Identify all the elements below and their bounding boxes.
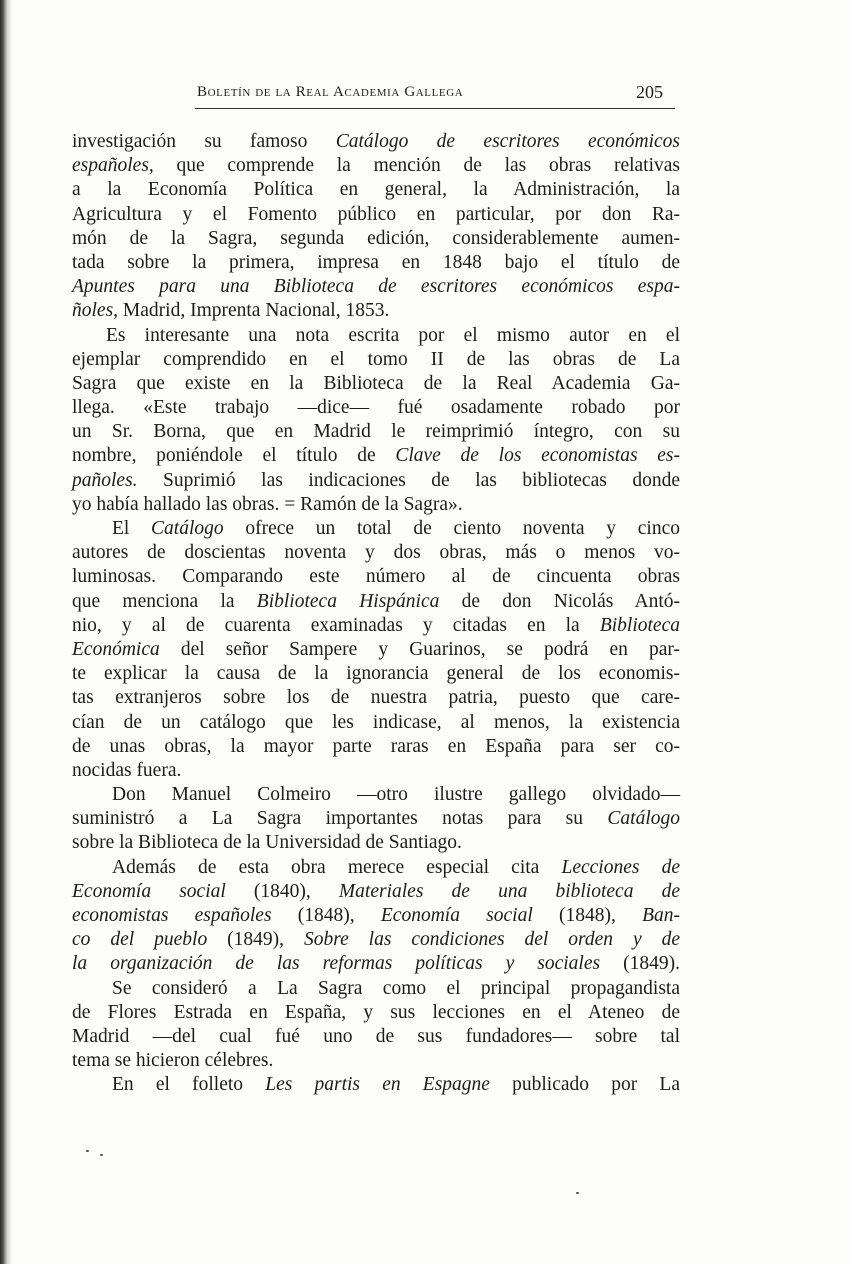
text-line <box>72 227 680 251</box>
text-span: Además de esta obra merece especial cita <box>112 856 562 878</box>
text-span: (1849). <box>600 953 680 975</box>
italic-text: Lecciones de <box>561 856 680 878</box>
text-span: Sagra que existe en la Biblioteca de la Real Academia Ga- <box>72 372 680 394</box>
text-span: ofrece un total de ciento noventa y cinco <box>223 518 680 539</box>
italic-text: Economía social <box>72 880 226 902</box>
italic-text: pañoles. <box>72 469 138 491</box>
text-line <box>72 420 680 444</box>
italic-text: Materiales de una biblioteca de <box>338 880 680 902</box>
text-span: autores de doscientas noventa y dos obras, más o menos vo- <box>72 542 680 564</box>
page-edge-shadow <box>0 0 12 1264</box>
text-span: te explicar la causa de la ignorancia general de los economis- <box>72 663 680 685</box>
text-line <box>72 759 680 783</box>
text-span: yo había hallado las obras. = Ramón de la Sagra». <box>72 493 463 515</box>
italic-text: Ban- <box>642 905 680 926</box>
text-line <box>72 251 680 275</box>
italic-text: Les partis en Espagne <box>265 1074 490 1096</box>
italic-text: Biblioteca <box>599 614 680 636</box>
text-span: de Flores Estrada en España, y sus lecciones en el Ateneo de <box>72 1001 680 1023</box>
italic-text: Economía social <box>380 905 533 926</box>
italic-text: co del pueblo <box>72 929 208 951</box>
italic-text: españoles, <box>72 155 154 177</box>
italic-text: Sobre las condiciones del orden y de <box>303 929 680 951</box>
text-span: món de la Sagra, segunda edición, considerablemente aumen- <box>72 227 680 249</box>
text-span: de don Nicolás Antó- <box>439 590 681 612</box>
text-line <box>72 275 680 299</box>
text-line <box>72 783 680 807</box>
header-rule <box>195 108 675 109</box>
italic-text: Económica <box>72 638 160 660</box>
text-line <box>72 904 680 928</box>
text-span: investigación su famoso <box>72 131 336 152</box>
text-span: Madrid, Imprenta Nacional, 1853. <box>118 300 390 322</box>
text-line <box>72 856 680 880</box>
text-line <box>72 348 680 372</box>
text-span: Es interesante una nota escrita por el mismo autor en el <box>106 324 680 346</box>
text-span: que comprende la mención de las obras relativas <box>153 155 680 177</box>
text-span: del señor Sampere y Guarinos, se podrá en par- <box>159 638 680 660</box>
text-span: En el folleto <box>112 1074 266 1096</box>
text-line <box>72 1049 680 1073</box>
text-line <box>72 1073 680 1097</box>
text-line <box>72 638 680 662</box>
text-span: ejemplar comprendido en el tomo II de las obras de La <box>72 348 680 370</box>
text-line <box>72 977 680 1001</box>
text-line <box>72 178 680 202</box>
text-span: (1849), <box>207 929 304 951</box>
text-span: Agricultura y el Fomento público en particular, por don Ra- <box>72 203 680 225</box>
text-span: nocidas fuera. <box>72 759 182 781</box>
text-span: de unas obras, la mayor parte raras en España para ser co- <box>72 735 680 757</box>
text-line <box>72 735 680 759</box>
text-span: publicado por La <box>489 1074 680 1096</box>
body-text <box>72 130 680 1098</box>
italic-text: Catálogo <box>607 808 680 830</box>
text-span: llega. «Este trabajo —dice— fué osadamente robado por <box>72 397 680 419</box>
text-line <box>72 130 680 154</box>
text-span: (1840), <box>225 880 339 902</box>
italic-text: Apuntes para una Biblioteca de escritores económicos espa- <box>72 276 680 298</box>
page-header <box>195 78 675 108</box>
text-line <box>72 299 680 323</box>
text-line <box>72 565 680 589</box>
text-span: a la Economía Política en general, la Administración, la <box>72 179 680 201</box>
italic-text: ñoles, <box>72 300 119 322</box>
text-span: tema se hicieron célebres. <box>72 1050 274 1072</box>
text-line <box>72 541 680 565</box>
text-line <box>72 880 680 904</box>
text-span: nio, y al de cuarenta examinadas y citadas en la <box>72 614 600 636</box>
scan-speck <box>100 1154 103 1156</box>
text-span: El <box>112 518 152 539</box>
text-span: cían de un catálogo que les indicase, al menos, la existencia <box>72 711 680 733</box>
page-number: 205 <box>636 82 663 102</box>
italic-text: Clave de los economistas es- <box>395 445 680 467</box>
text-line <box>72 154 680 178</box>
text-line <box>72 396 680 420</box>
text-line <box>72 469 680 493</box>
scan-speck <box>86 1150 89 1152</box>
text-span: que menciona la <box>72 590 257 612</box>
text-span: suministró a La Sagra importantes notas para su <box>72 808 608 830</box>
running-head: Boletín de la Real Academia Gallega <box>197 84 464 100</box>
text-span: luminosas. Comparando este número al de cincuenta obras <box>72 566 680 588</box>
text-line <box>72 1025 680 1049</box>
text-line <box>72 372 680 396</box>
italic-text: economistas españoles <box>72 905 272 926</box>
text-line <box>72 590 680 614</box>
text-line <box>72 444 680 468</box>
text-span: Don Manuel Colmeiro —otro ilustre gallego olvidado— <box>112 784 680 806</box>
text-line <box>72 928 680 952</box>
text-line <box>72 662 680 686</box>
text-span: Madrid —del cual fué uno de sus fundadores— sobre tal <box>72 1025 680 1047</box>
text-span: tada sobre la primera, impresa en 1848 bajo el título de <box>72 251 680 273</box>
italic-text: Catálogo <box>151 518 224 539</box>
text-line <box>72 614 680 638</box>
text-span: tas extranjeros sobre los de nuestra patria, puesto que care- <box>72 687 680 709</box>
italic-text: la organización de las reformas políticas y sociales <box>72 953 601 975</box>
italic-text: Biblioteca Hispánica <box>256 590 440 612</box>
text-span: (1848), <box>532 905 643 926</box>
scan-speck <box>576 1192 579 1194</box>
text-line <box>72 1001 680 1025</box>
text-span: nombre, poniéndole el título de <box>72 445 396 467</box>
text-line <box>72 831 680 855</box>
text-line <box>72 517 680 541</box>
text-line <box>72 493 680 517</box>
text-span: un Sr. Borna, que en Madrid le reimprimió íntegro, con su <box>72 421 680 443</box>
italic-text: Catálogo de escritores económicos <box>335 131 681 152</box>
text-line <box>72 686 680 710</box>
text-span: (1848), <box>271 905 381 926</box>
text-line <box>72 203 680 227</box>
text-span: Suprimió las indicaciones de las bibliotecas donde <box>137 469 680 491</box>
text-line <box>72 807 680 831</box>
text-line <box>72 952 680 976</box>
text-line <box>72 711 680 735</box>
text-span: sobre la Biblioteca de la Universidad de Santiago. <box>72 832 462 854</box>
text-line <box>72 324 680 348</box>
text-span: Se consideró a La Sagra como el principal propagandista <box>112 977 680 999</box>
